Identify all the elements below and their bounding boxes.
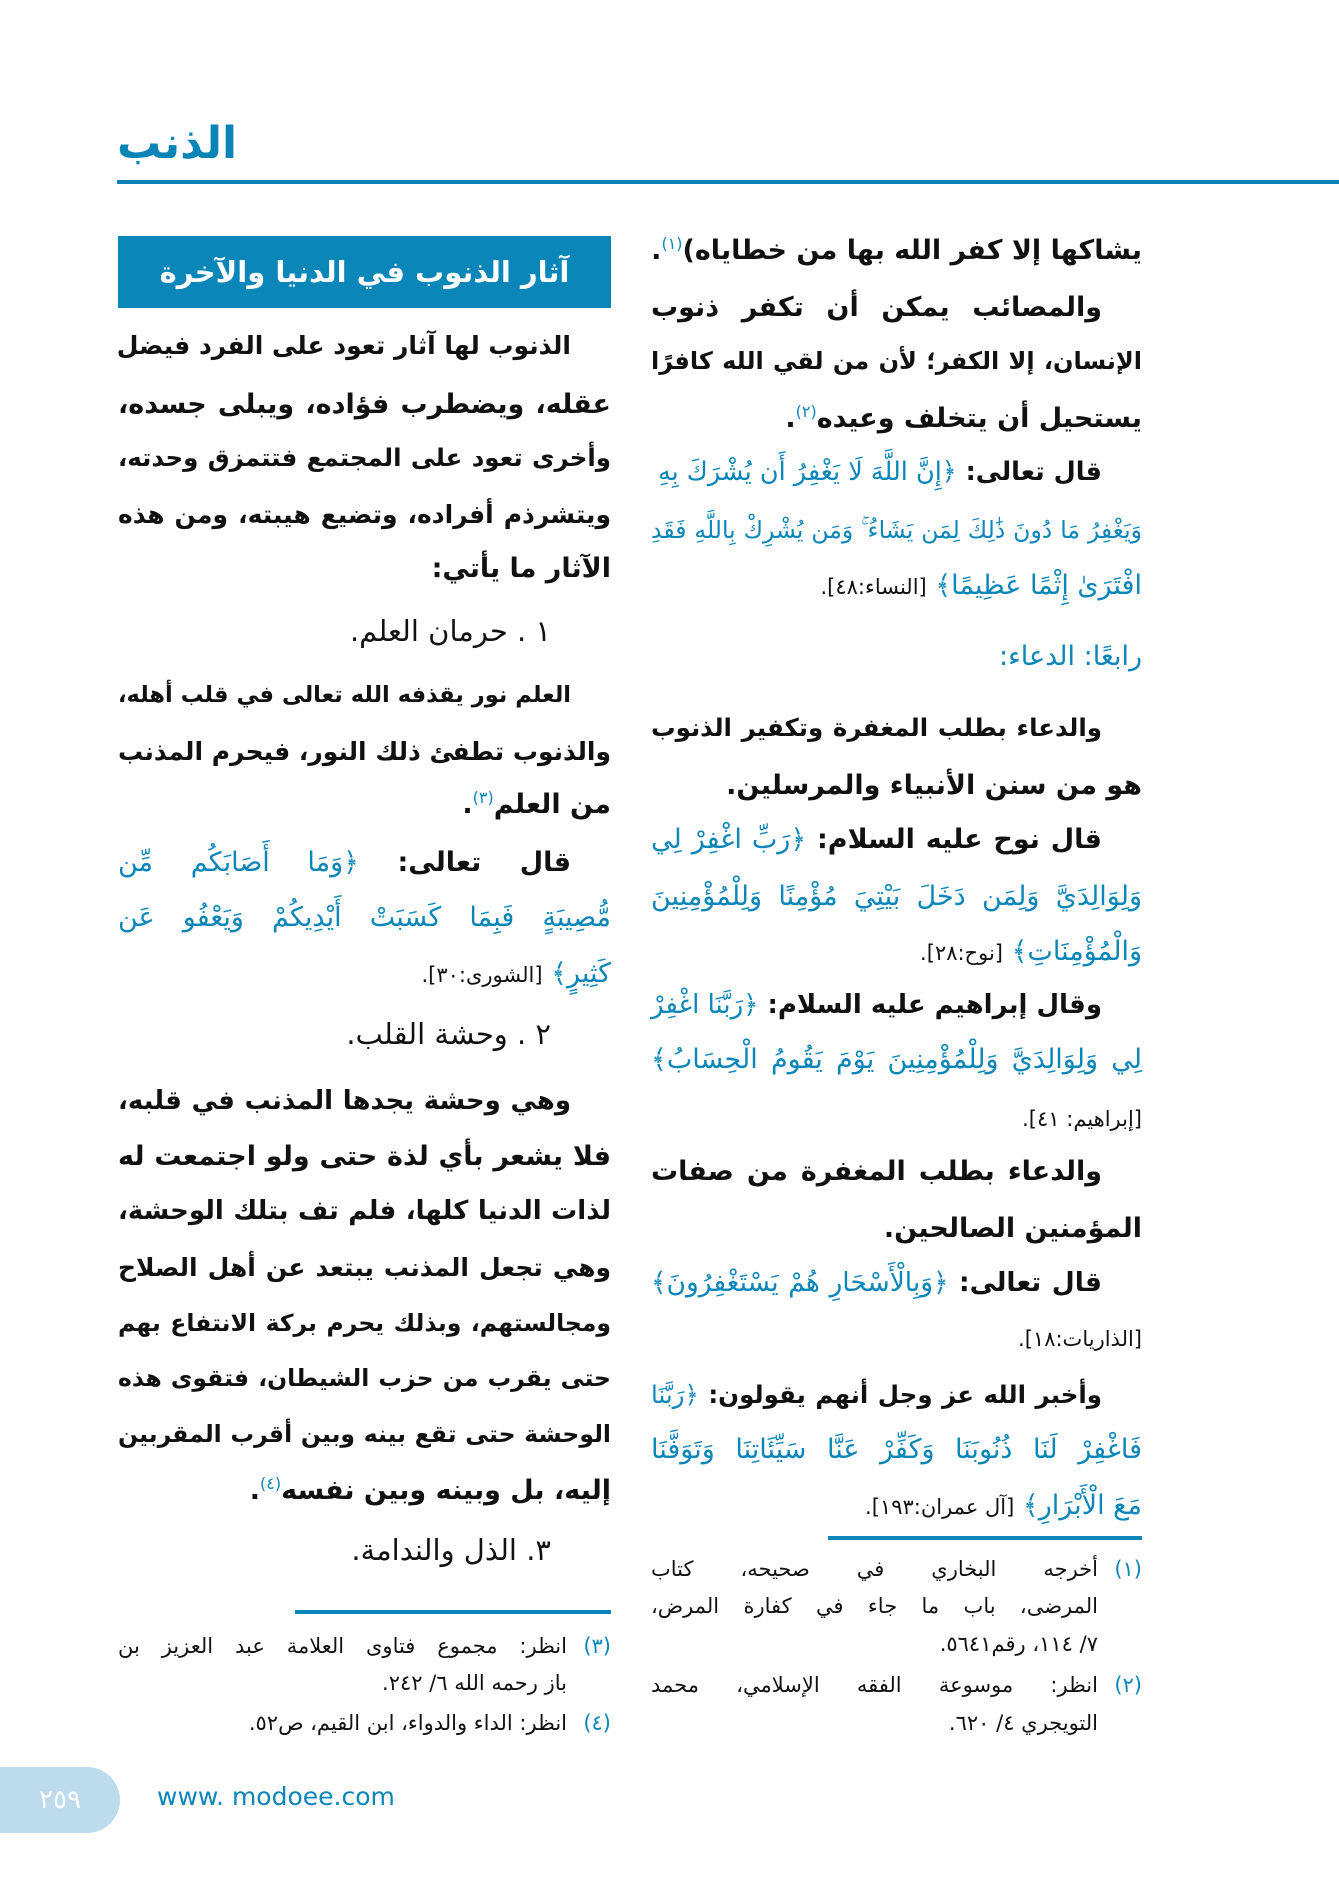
body-text: وأخرى تعود على المجتمع فتتمزق وحدته،	[118, 443, 611, 472]
footnote-text: أخرجه البخاري في صحيحه، كتاب	[651, 1557, 1098, 1581]
footnote-text: انظر: مجموع فتاوى العلامة عبد العزيز بن	[118, 1634, 567, 1658]
body-text: المؤمنين الصالحين.	[883, 1213, 1142, 1244]
text-line	[651, 334, 1142, 388]
text-line	[651, 813, 1142, 867]
body-text: قال تعالى:	[948, 1267, 1103, 1298]
subheading: رابعًا: الدعاء:	[998, 641, 1142, 672]
footnote-line	[118, 1664, 611, 1702]
footnote-number: (٢)	[1114, 1673, 1142, 1697]
footnote-line	[118, 1704, 611, 1742]
website-url[interactable]: www. modoee.com	[157, 1782, 395, 1811]
footnote-text: المرضى، باب ما جاء في كفارة المرض،	[651, 1594, 1098, 1618]
text-line	[118, 778, 611, 832]
footnote-number: (٤)	[583, 1711, 611, 1735]
footnote-divider-left	[295, 1610, 611, 1614]
text-line	[118, 1523, 611, 1577]
body-text: الوحشة حتى تقع بينه وبين أقرب المقربين	[118, 1420, 611, 1448]
footnote-text: باز رحمه الله ٦/ ٢٤٢.	[382, 1671, 567, 1695]
body-text: وأخبر الله عز وجل أنهم يقولون:	[698, 1380, 1102, 1409]
text-line	[651, 281, 1142, 335]
body-text: وهي تجعل المذنب يبتعد عن أهل الصلاح	[118, 1253, 611, 1282]
text-line	[651, 1423, 1142, 1477]
body-text: والمصائب يمكن أن تكفر ذنوب	[651, 292, 1102, 323]
header-rule	[117, 180, 1339, 184]
text-line	[118, 378, 611, 432]
footnote-line	[118, 1627, 611, 1665]
text-line	[118, 668, 611, 722]
verse-reference: [الشورى:٣٠].	[421, 963, 543, 987]
footnote-marker[interactable]: (٣)	[472, 788, 494, 807]
text-line	[651, 870, 1142, 924]
text-line	[651, 1202, 1142, 1256]
body-text: عقله، ويضطرب فؤاده، ويبلى جسده،	[118, 389, 611, 420]
section-title-box	[118, 236, 611, 308]
text-line	[651, 445, 1142, 499]
verse-reference: [النساء:٤٨].	[820, 575, 927, 599]
text-line	[118, 1184, 611, 1238]
text-line	[651, 1479, 1142, 1533]
quran-verse: مُّصِيبَةٍ فَبِمَا كَسَبَتْ أَيْدِيكُمْ وَيَعْفُو عَن	[118, 902, 611, 933]
text-line	[651, 559, 1142, 613]
body-text: لذات الدنيا كلها، فلم تف بتلك الوحشة،	[118, 1196, 611, 1226]
chapter-title: الذنب	[117, 118, 238, 169]
text-line	[651, 224, 1142, 278]
footnote-marker[interactable]: (٢)	[795, 402, 817, 421]
text-line	[118, 1296, 611, 1350]
page-number-badge	[0, 1767, 120, 1833]
quran-verse: وَلِوَالِدَيَّ وَلِمَن دَخَلَ بَيْتِيَ مُؤْمِنًا وَلِلْمُؤْمِنِينَ	[651, 881, 1142, 912]
quran-verse: ﴿رَبِّ اغْفِرْ لِي	[651, 824, 807, 855]
body-text: .	[462, 789, 473, 820]
text-line	[118, 1007, 611, 1061]
text-line	[651, 759, 1142, 813]
text-line	[118, 604, 611, 658]
quran-verse: ﴿وَمَا أَصَابَكُم مِّن	[118, 847, 359, 878]
text-line	[118, 1074, 611, 1128]
text-line	[651, 925, 1142, 979]
body-text: والدعاء بطلب المغفرة وتكفير الذنوب	[651, 713, 1102, 742]
text-line	[118, 947, 611, 1001]
footnote-marker[interactable]: (٤)	[260, 1474, 282, 1493]
text-line	[118, 1351, 611, 1405]
body-text: الإنسان، إلا الكفر؛ لأن من لقي الله كافرًا	[651, 347, 1142, 375]
body-text: .	[651, 235, 662, 266]
body-text: هو من سنن الأنبياء والمرسلين.	[726, 770, 1142, 801]
verse-reference: [آل عمران:١٩٣].	[865, 1495, 1015, 1519]
quran-verse: ﴿إِنَّ اللَّهَ لَا يَغْفِرُ أَن يُشْرَكَ بِهِ	[657, 457, 957, 487]
body-text: قال تعالى:	[358, 847, 571, 878]
body-text: وقال إبراهيم عليه السلام:	[758, 990, 1102, 1020]
footnote-line	[651, 1625, 1142, 1663]
footnote-text: ٧/ ١١٤، رقم٥٦٤١.	[939, 1632, 1098, 1656]
text-line	[651, 1311, 1142, 1365]
page-number: ٢٥٩	[39, 1785, 81, 1815]
body-text: .	[785, 403, 796, 434]
quran-verse: ﴿رَبَّنَا	[651, 1380, 699, 1409]
body-text: ومجالستهم، وبذلك يحرم بركة الانتفاع بهم	[118, 1309, 611, 1337]
footnote-number: (٣)	[583, 1634, 611, 1658]
body-text: حتى يقرب من حزب الشيطان، فتقوى هذه	[118, 1364, 611, 1392]
footnote-marker[interactable]: (١)	[661, 234, 683, 253]
quran-verse: فَاغْفِرْ لَنَا ذُنُوبَنَا وَكَفِّرْ عَنَّا سَيِّئَاتِنَا وَتَوَفَّنَا	[651, 1434, 1142, 1465]
footnote-line	[651, 1550, 1142, 1588]
body-text: .	[249, 1475, 261, 1506]
footnote-line	[651, 1704, 1142, 1742]
body-text: قال تعالى:	[956, 457, 1102, 487]
body-text: العلم نور يقذفه الله تعالى في قلب أهله،	[118, 682, 571, 708]
text-line	[118, 725, 611, 779]
footnote-text: انظر: الداء والدواء، ابن القيم، ص٥٢.	[248, 1711, 567, 1735]
footnote-divider-right	[828, 1536, 1142, 1540]
text-line	[651, 1256, 1142, 1310]
body-text: إليه، بل وبينه وبين نفسه	[281, 1475, 611, 1506]
text-line	[118, 1407, 611, 1461]
section-title: آثار الذنوب في الدنيا والآخرة	[159, 255, 570, 289]
quran-verse: كَثِيرٍ﴾	[542, 958, 611, 989]
text-line	[651, 701, 1142, 755]
footnote-line	[651, 1587, 1142, 1625]
text-line	[118, 1464, 611, 1518]
verse-reference: [إبراهيم: ٤١].	[1022, 1107, 1142, 1131]
subheading: ١ . حرمان العلم.	[349, 614, 551, 648]
verse-reference: [الذاريات:١٨].	[1018, 1327, 1142, 1351]
text-line	[118, 542, 611, 596]
quran-verse: مَعَ الْأَبْرَارِ﴾	[1014, 1490, 1142, 1521]
subheading: ٣. الذل والندامة.	[351, 1533, 551, 1567]
quran-verse: ﴿وَبِالْأَسْحَارِ هُمْ يَسْتَغْفِرُونَ﴾	[651, 1267, 949, 1298]
quran-verse: وَالْمُؤْمِنَاتِ﴾	[1003, 936, 1142, 967]
body-text: وهي وحشة يجدها المذنب في قلبه،	[118, 1086, 571, 1116]
text-line	[651, 1033, 1142, 1087]
verse-reference: [نوح:٢٨].	[920, 941, 1004, 965]
footnote-text: التويجري ٤/ ٦٢٠.	[948, 1711, 1098, 1735]
text-line	[651, 630, 1142, 684]
text-line	[118, 836, 611, 890]
text-line	[651, 503, 1142, 557]
text-line	[118, 488, 611, 542]
text-line	[651, 1145, 1142, 1199]
body-text: ويتشرذم أفراده، وتضيع هيبته، ومن هذه	[118, 500, 611, 529]
body-text: قال نوح عليه السلام:	[806, 824, 1102, 855]
subheading: ٢ . وحشة القلب.	[346, 1017, 551, 1051]
text-line	[651, 1368, 1142, 1422]
quran-verse: ﴿رَبَّنَا اغْفِرْ	[651, 990, 759, 1020]
text-line	[118, 319, 611, 373]
body-text: من العلم	[493, 789, 611, 820]
footnote-text: انظر: موسوعة الفقه الإسلامي، محمد	[651, 1673, 1098, 1697]
body-text: والذنوب تطفئ ذلك النور، فيحرم المذنب	[118, 737, 611, 766]
body-text: والدعاء بطلب المغفرة من صفات	[651, 1156, 1102, 1187]
footnote-number: (١)	[1114, 1557, 1142, 1581]
body-text: فلا يشعر بأي لذة حتى ولو اجتمعت له	[118, 1141, 611, 1172]
quran-verse: لِي وَلِوَالِدَيَّ وَلِلْمُؤْمِنِينَ يَوْمَ يَقُومُ الْحِسَابُ﴾	[651, 1044, 1142, 1075]
quran-verse: وَيَغْفِرُ مَا دُونَ ذَٰلِكَ لِمَن يَشَاءُ ۚ وَمَن يُشْرِكْ بِاللَّهِ فَقَدِ	[651, 516, 1142, 544]
body-text: الآثار ما يأتي:	[431, 553, 611, 584]
text-line	[651, 392, 1142, 446]
text-line	[651, 1091, 1142, 1145]
body-text: يستحيل أن يتخلف وعيده	[816, 403, 1142, 434]
text-line	[118, 431, 611, 485]
text-line	[118, 1130, 611, 1184]
text-line	[118, 891, 611, 945]
text-line	[118, 1241, 611, 1295]
body-text: الذنوب لها آثار تعود على الفرد فيضل	[116, 331, 571, 360]
quran-verse: افْتَرَىٰ إِثْمًا عَظِيمًا﴾	[926, 570, 1142, 601]
footnote-line	[651, 1666, 1142, 1704]
body-text: يشاكها إلا كفر الله بها من خطاياه)	[682, 235, 1142, 266]
text-line	[651, 978, 1142, 1032]
